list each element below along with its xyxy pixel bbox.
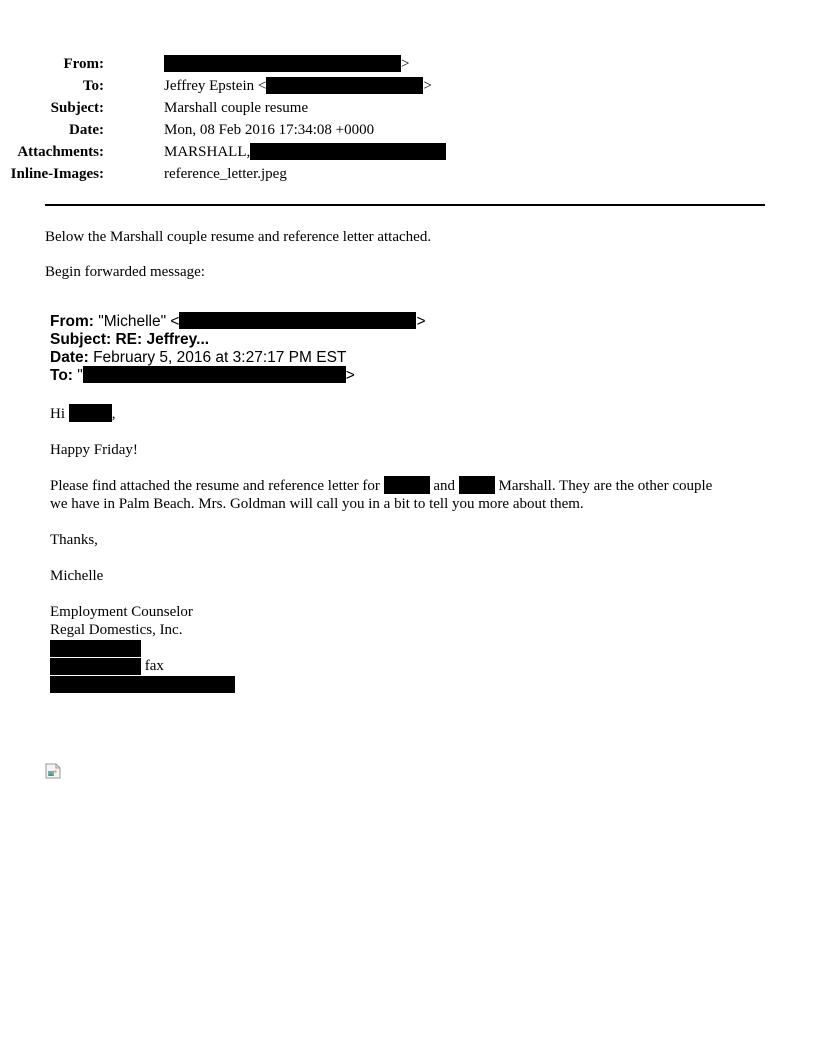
- redaction-bar: [250, 143, 446, 160]
- header-from-row: [0, 53, 760, 75]
- redaction-bar: [384, 476, 430, 494]
- message-paragraph: Please find attached the resume and reference letter for and Marshall. They are the other couple we have in Palm Beach. Mrs. Goldman will call you in a bit to tell you more about them.: [50, 478, 713, 512]
- redaction-bar: [50, 658, 141, 675]
- signature-fax: fax: [50, 657, 235, 675]
- signature-title: Employment Counselor: [50, 604, 193, 620]
- email-header: [0, 53, 760, 185]
- redaction-bar: [50, 640, 141, 657]
- attachments-value: MARSHALL,: [164, 141, 446, 163]
- inline-images-value: reference_letter.jpeg: [164, 166, 287, 182]
- signature-company: Regal Domestics, Inc.: [50, 622, 183, 638]
- to-label: To:: [82, 78, 104, 94]
- redaction-bar: [50, 676, 235, 693]
- header-to-row: [0, 75, 760, 97]
- happy-friday: Happy Friday!: [50, 442, 138, 458]
- subject-value: Marshall couple resume: [164, 100, 309, 116]
- from-value: >: [164, 53, 409, 75]
- fwd-to-label: To:: [50, 367, 73, 384]
- fwd-date-label: Date:: [50, 349, 89, 366]
- greeting: Hi ,: [50, 406, 116, 422]
- fwd-from-label: From:: [50, 313, 94, 330]
- fwd-date-row: [50, 349, 426, 367]
- fwd-from-row: From: "Michelle" < >: [50, 313, 426, 330]
- from-label: From:: [63, 56, 104, 72]
- redaction-bar: [266, 77, 423, 94]
- fwd-to-row: To: " >: [50, 367, 355, 384]
- date-label: Date:: [69, 122, 104, 138]
- header-inline-images-row: [0, 163, 760, 185]
- attachments-label: Attachments:: [17, 144, 104, 160]
- intro-line: Below the Marshall couple resume and reference letter attached.: [45, 229, 432, 245]
- forwarded-notice: Begin forwarded message:: [45, 264, 205, 280]
- header-attachments-row: [0, 141, 760, 163]
- redaction-bar: [69, 404, 112, 422]
- redaction-bar: [164, 55, 401, 72]
- forwarded-header: [50, 313, 426, 385]
- signature-phone: [50, 639, 235, 657]
- header-divider: [45, 204, 765, 206]
- fwd-subject: Subject: RE: Jeffrey...: [50, 331, 210, 348]
- signature-email: [50, 675, 235, 693]
- subject-label: Subject:: [50, 100, 104, 116]
- broken-image-icon: [45, 763, 61, 779]
- redaction-bar: [459, 476, 495, 494]
- to-value: Jeffrey Epstein < >: [164, 78, 432, 94]
- fwd-subject-row: [50, 331, 426, 349]
- thanks-line: Thanks,: [50, 532, 98, 548]
- signature: [50, 603, 235, 693]
- header-subject-row: [0, 97, 760, 119]
- fwd-date-value: February 5, 2016 at 3:27:17 PM EST: [88, 349, 347, 366]
- header-date-row: [0, 119, 760, 141]
- sender-name: Michelle: [50, 568, 104, 584]
- inline-images-label: Inline-Images:: [10, 166, 104, 182]
- date-value: Mon, 08 Feb 2016 17:34:08 +0000: [164, 122, 375, 138]
- redaction-bar: [83, 366, 346, 383]
- redaction-bar: [179, 312, 416, 329]
